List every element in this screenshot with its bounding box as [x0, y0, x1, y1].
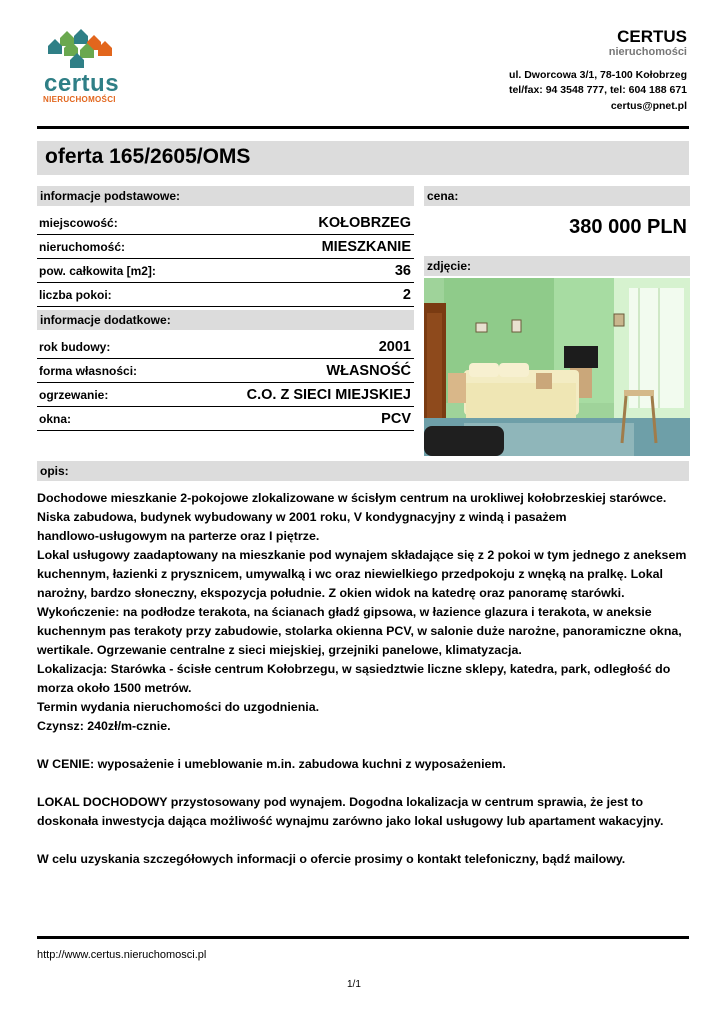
company-name: CERTUS: [617, 27, 687, 46]
description-line: kuchennym pas terakoty przy zabudowie, stolarka okienna PCV, w salonie duże narożne, panoramiczne okna,: [37, 624, 682, 638]
section-basic-info: informacje podstawowe:: [37, 186, 414, 206]
description-line: Niska zabudowa, budynek wybudowany w 2001 roku, V kondygnacyjny z windą i pasażem: [37, 510, 567, 524]
company-phones: tel/fax: 94 3548 777, tel: 604 188 671: [508, 84, 687, 96]
field-value: MIESZKANIE: [321, 239, 411, 255]
section-photo: zdjęcie:: [424, 256, 690, 276]
footer-website-link[interactable]: http://www.certus.nieruchomosci.pl: [37, 949, 207, 961]
description-line: Wykończenie: na podłodze terakota, na ścianach gładź gipsowa, w łazience glazura i terakota, w aneksie: [37, 605, 652, 619]
company-email[interactable]: certus@pnet.pl: [610, 100, 687, 112]
field-label: rok budowy:: [39, 340, 111, 354]
field-row-rooms: [37, 283, 414, 307]
field-label: liczba pokoi:: [39, 288, 112, 302]
header-divider: [37, 126, 689, 129]
page-number: 1/1: [347, 979, 361, 990]
description-line: wertikale. Ogrzewanie centralne z sieci miejskiej, grzejniki panelowe, klimatyzacja.: [37, 643, 522, 657]
field-value: WŁASNOŚĆ: [326, 363, 411, 379]
field-label: okna:: [39, 412, 72, 426]
section-price: cena:: [424, 186, 690, 206]
section-extra-info: informacje dodatkowe:: [37, 310, 414, 330]
field-row-ownership: [37, 359, 414, 383]
section-description: opis:: [37, 461, 689, 481]
logo-subtitle: NIERUCHOMOŚCI: [43, 95, 116, 104]
field-label: ogrzewanie:: [39, 388, 109, 402]
field-value: 2: [402, 287, 411, 303]
description-line: Lokalizacja: Starówka - ścisłe centrum Kołobrzegu, w sąsiedztwie liczne sklepy, katedra, park, odległość do: [37, 662, 671, 676]
field-label: nieruchomość:: [39, 240, 126, 254]
description-line: Czynsz: 240zł/m-cznie.: [37, 719, 171, 733]
field-value: 2001: [378, 339, 411, 355]
field-row-heating: [37, 383, 414, 407]
price-value: 380 000 PLN: [569, 216, 687, 238]
field-row-city: [37, 211, 414, 235]
field-value: PCV: [381, 411, 411, 427]
description-line: doskonała inwestycja dająca możliwość wynajmu zarówno jako lokal usługowy lub apartament wakacyjny.: [37, 814, 664, 828]
description-line: LOKAL DOCHODOWY przystosowany pod wynajem. Dogodna lokalizacja w centrum sprawia, że jest to: [37, 795, 644, 809]
description-line: Dochodowe mieszkanie 2-pokojowe zlokalizowane w ścisłym centrum na urokliwej kołobrzeskiej starówce.: [37, 491, 667, 505]
company-address: ul. Dworcowa 3/1, 78-100 Kołobrzeg: [509, 69, 687, 81]
paragraph-gap: [37, 831, 689, 850]
description-line: W CENIE: wyposażenie i umeblowanie m.in. zabudowa kuchni z wyposażeniem.: [37, 757, 506, 771]
field-value: KOŁOBRZEG: [318, 215, 411, 231]
field-row-build-year: [37, 335, 414, 359]
description-line: narożny, bardzo słoneczny, ekspozycja południe. Z okien widok na katedrę oraz panoramę starówki.: [37, 586, 625, 600]
description-line: Lokal usługowy zaadaptowany na mieszkanie pod wynajem składające się z 2 pokoi w tym jednego z aneksem: [37, 548, 687, 562]
description-text: [37, 489, 689, 869]
field-row-property-type: [37, 235, 414, 259]
logo-wordmark: certus: [44, 70, 120, 97]
description-line: kuchennym, łazienki z prysznicem, umywalką i wc oraz niewielkiego przedpokoju z wnęką na pralkę. Lokal: [37, 567, 663, 581]
field-row-windows: [37, 407, 414, 431]
footer-divider: [37, 936, 689, 939]
company-subtitle: nieruchomości: [608, 46, 687, 58]
paragraph-gap: [37, 774, 689, 793]
property-photo[interactable]: [424, 278, 690, 456]
field-label: pow. całkowita [m2]:: [39, 264, 156, 278]
field-value: C.O. Z SIECI MIEJSKIEJ: [246, 387, 411, 403]
field-label: forma własności:: [39, 364, 138, 378]
field-row-area: [37, 259, 414, 283]
description-line: W celu uzyskania szczegółowych informacji o ofercie prosimy o kontakt telefoniczny, bądź mailowy.: [37, 852, 626, 866]
description-line: handlowo-usługowym na parterze oraz I piętrze.: [37, 529, 320, 543]
description-line: Termin wydania nieruchomości do uzgodnienia.: [37, 700, 320, 714]
field-label: miejscowość:: [39, 216, 118, 230]
offer-title: oferta 165/2605/OMS: [45, 145, 251, 168]
paragraph-gap: [37, 736, 689, 755]
field-value: 36: [394, 263, 411, 279]
description-line: morza około 1500 metrów.: [37, 681, 192, 695]
